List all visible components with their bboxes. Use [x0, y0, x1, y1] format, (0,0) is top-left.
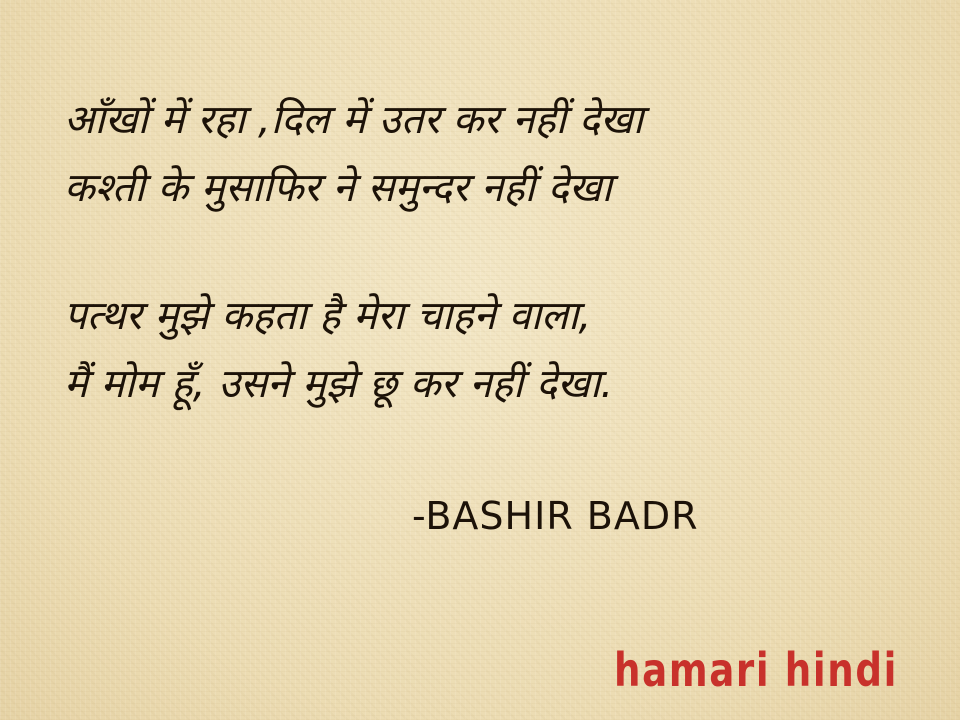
- logo-text: hamari hindi: [614, 643, 898, 697]
- poem-couplet-1-line-2: कश्ती के मुसाफिर ने समुन्दर नहीं देखा: [64, 165, 613, 211]
- author-attribution: -BASHIR BADR: [412, 494, 699, 538]
- poem-couplet-1-line-1: आँखों में रहा ,दिल में उतर कर नहीं देखा: [64, 97, 644, 143]
- hamari-hindi-logo: [612, 640, 902, 700]
- poem-couplet-2-line-2: मैं मोम हूँ, उसने मुझे छू कर नहीं देखा.: [64, 361, 614, 407]
- poem-couplet-2-line-1: पत्थर मुझे कहता है मेरा चाहने वाला,: [64, 293, 592, 339]
